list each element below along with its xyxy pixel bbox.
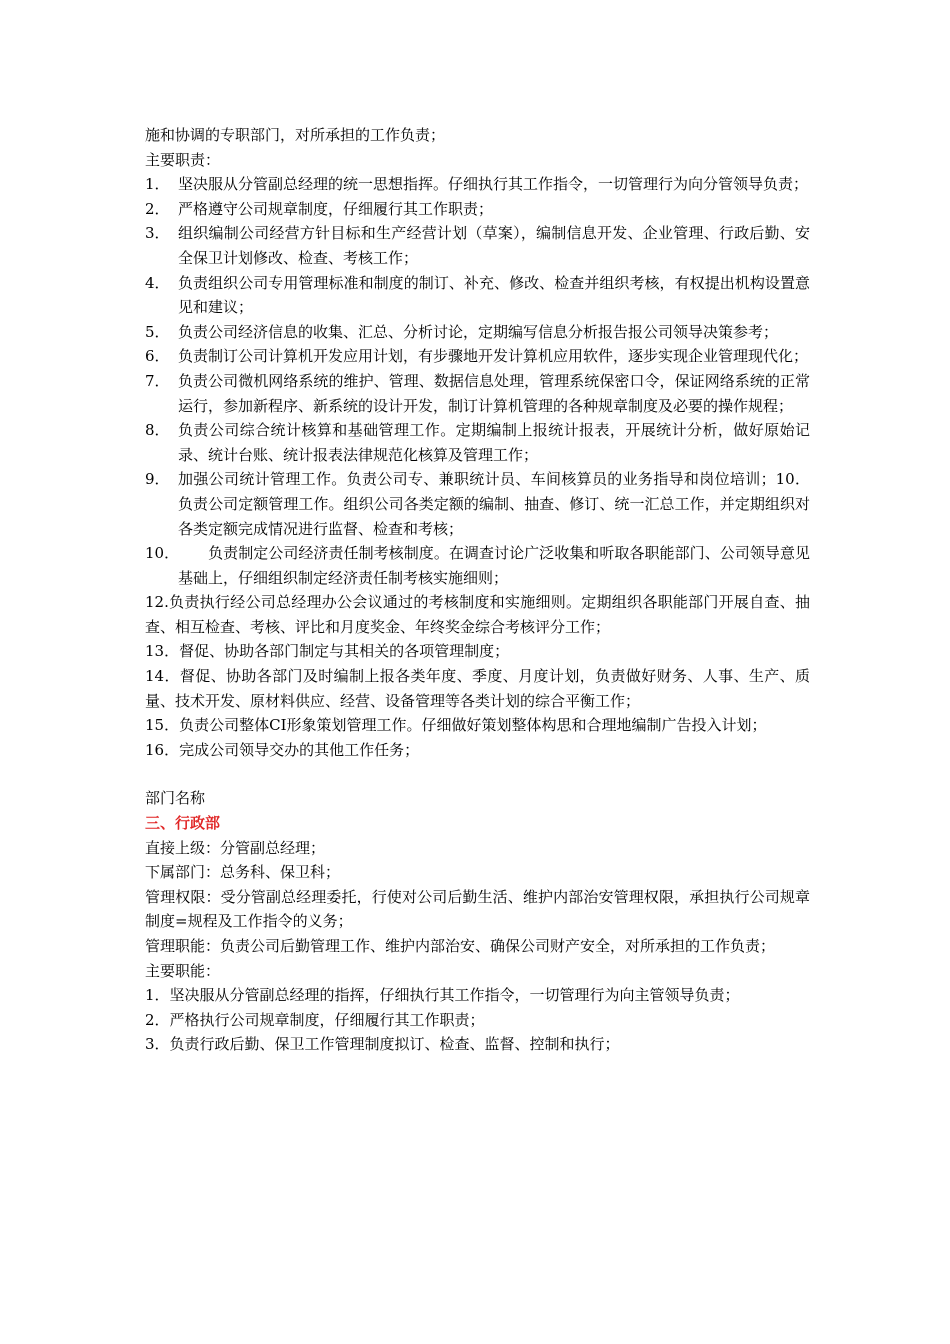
list-item-flat: 15．负责公司整体CI形象策划管理工作。仔细做好策划整体构思和合理地编制广告投入计划； — [145, 716, 767, 735]
item-number: 8． — [145, 421, 170, 440]
item-text: 负责制订公司计算机开发应用计划，有步骤地开发计算机应用软件，逐步实现企业管理现代化； — [178, 347, 809, 366]
list-item-flat: 2．严格执行公司规章制度，仔细履行其工作职责； — [145, 1010, 485, 1029]
dept-name-label: 部门名称 — [145, 789, 206, 808]
item-number: 5． — [145, 322, 170, 341]
item-text: 负责公司经济信息的收集、汇总、分析讨论，定期编写信息分析报告报公司领导决策参考； — [178, 322, 779, 341]
list-item — [145, 197, 810, 222]
subordinates-line: 下属部门：总务科、保卫科； — [145, 863, 341, 882]
list-item-flat: 12.负责执行经公司总经理办公会议通过的考核制度和实施细则。定期组织各职能部门开展自查、抽查、相互检查、考核、评比和月度奖金、年终奖金综合考核评分工作； — [145, 593, 810, 636]
intro-line: 施和协调的专职部门，对所承担的工作负责； — [145, 126, 446, 144]
item-number: 6． — [145, 347, 170, 366]
list-item — [145, 418, 810, 467]
section-gap — [145, 762, 810, 786]
item-text: 负责制定公司经济责任制考核制度。在调查讨论广泛收集和听取各职能部门、公司领导意见基础上，仔细组织制定经济责任制考核实施细则； — [178, 544, 810, 587]
item-text: 严格遵守公司规章制度，仔细履行其工作职责； — [178, 199, 494, 218]
authority-line: 管理权限：受分管副总经理委托，行使对公司后勤生活、维护内部治安管理权限，承担执行公司规章制度=规程及工作指令的义务； — [145, 887, 810, 931]
superior-line: 直接上级：分管副总经理； — [145, 838, 326, 857]
item-text: 加强公司统计管理工作。负责公司专、兼职统计员、车间核算员的业务指导和岗位培训；10．负责公司定额管理工作。组织公司各类定额的编制、抽查、修订、统一汇总工作，并定期组织对各类定额完成情况进行监督、检查和考核； — [178, 470, 810, 538]
list-item — [145, 271, 810, 320]
list-item — [145, 369, 810, 418]
list-item — [145, 320, 810, 345]
item-number: 2． — [145, 199, 170, 218]
item-text: 负责组织公司专用管理标准和制度的制订、补充、修改、检查并组织考核，有权提出机构设置意见和建议； — [178, 273, 810, 317]
item-number: 9． — [145, 470, 170, 489]
list-item-flat: 14．督促、协助各部门及时编制上报各类年度、季度、月度计划，负责做好财务、人事、生产、质量、技术开发、原材料供应、经营、设备管理等各类计划的综合平衡工作； — [145, 667, 810, 710]
section-title: 三、行政部 — [145, 814, 221, 833]
list-item — [145, 221, 810, 270]
duties-label: 主要职责： — [145, 150, 221, 169]
list-item-flat: 13．督促、协助各部门制定与其相关的各项管理制度； — [145, 642, 510, 661]
list-item — [145, 467, 810, 541]
list-item — [145, 541, 810, 590]
list-item — [145, 172, 810, 197]
item-number: 1． — [145, 175, 170, 194]
item-text: 负责公司微机网络系统的维护、管理、数据信息处理，管理系统保密口令，保证网络系统的正常运行，参加新程序、新系统的设计开发，制订计算机管理的各种规章制度及必要的操作规程； — [178, 371, 810, 415]
function-line: 管理职能：负责公司后勤管理工作、维护内部治安、确保公司财产安全，对所承担的工作负责； — [145, 937, 776, 955]
item-text: 负责公司综合统计核算和基础管理工作。定期编制上报统计报表，开展统计分析，做好原始记录、统计台账、统计报表法律规范化核算及管理工作； — [178, 421, 810, 464]
document-page — [145, 123, 810, 1057]
list-item-flat: 1．坚决服从分管副总经理的指挥，仔细执行其工作指令，一切管理行为向主管领导负责； — [145, 986, 740, 1005]
list-item — [145, 344, 810, 369]
item-number: 7． — [145, 371, 170, 390]
list-item-flat: 16．完成公司领导交办的其他工作任务； — [145, 740, 420, 759]
duties-label: 主要职能： — [145, 961, 221, 980]
item-text: 坚决服从分管副总经理的统一思想指挥。仔细执行其工作指令，一切管理行为向分管领导负责； — [178, 175, 809, 194]
item-number: 10． — [145, 544, 180, 563]
item-text: 组织编制公司经营方针目标和生产经营计划（草案），编制信息开发、企业管理、行政后勤、安全保卫计划修改、检查、考核工作； — [178, 224, 810, 267]
item-number: 3． — [145, 224, 170, 243]
item-number: 4． — [145, 273, 170, 292]
list-item-flat: 3．负责行政后勤、保卫工作管理制度拟订、检查、监督、控制和执行； — [145, 1035, 620, 1054]
